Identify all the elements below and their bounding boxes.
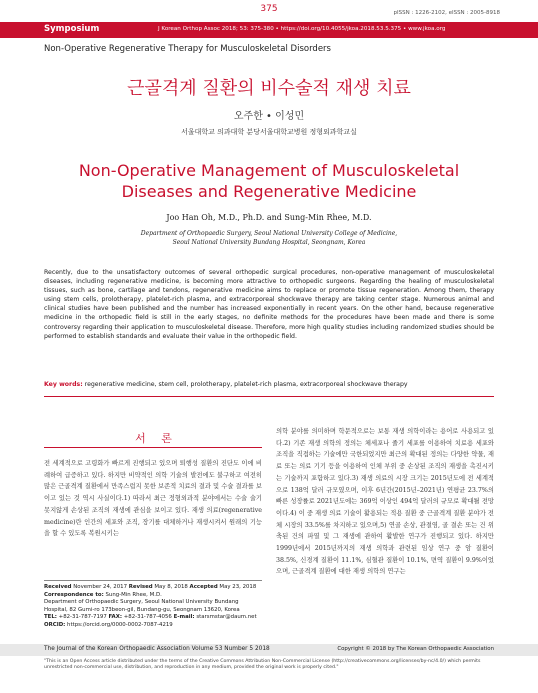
email-link[interactable]: starsmstar@daum.net — [196, 614, 257, 621]
receipt-divider — [44, 580, 262, 581]
korean-title: 근골격계 질환의 비수술적 재생 치료 — [127, 78, 411, 99]
footer-copyright: Copyright © 2018 by The Korean Orthopaedic Association — [337, 646, 494, 652]
keywords — [44, 381, 494, 388]
fax-label: FAX: — [108, 614, 123, 621]
license-text: "This is an Open Access article distributed under the terms of the Creative Commons Attribution Non-Commercial License (http://creativecommons.org/licenses/by-nc/4.0/) which permits unrestricted non-commercial use, distribution, and reproduction in any medium, provided the original work is properly cited." — [44, 659, 481, 671]
keywords-label: Key words: — [44, 381, 83, 388]
correspondence-name: Sung-Min Rhee, M.D. — [105, 591, 162, 598]
page-number: 375 — [260, 4, 278, 14]
revised-label: Revised — [128, 584, 153, 590]
correspondence-address: Department of Orthopaedic Surgery, Seoul National University Bundang Hospital, 82 Gumi-ro 173beon-gil, Bundang-gu, Seongnam 13620, Korea — [44, 599, 240, 613]
orcid-line — [44, 622, 262, 630]
orcid-link[interactable]: https://orcid.org/0000-0002-7087-4219 — [67, 621, 173, 628]
affiliation-line-1: Department of Orthopaedic Surgery, Seoul National University College of Medicine, — [140, 230, 398, 237]
tel-value: +82-31-787-7197 — [58, 614, 107, 621]
abstract: Recently, due to the unsatisfactory outcomes of several orthopedic surgical procedures, non-operative management of musculoskeletal diseases, including regenerative medicine, is becoming more attractive to orthopedic surgeons. Regarding the healing of musculoskeletal tissues, such as bone, cartilage and tendons, regenerative medicine aims to replace or promote tissue regeneration. Among them, therapy using stem cells, prolotherapy, platelet-rich plasma, and extracorporeal shockwave therapy are taking center stage. Numerous animal and clinical studies have been published and the number has increased exponentially in recent years. On the other hand, because regenerative medicine in the orthopedic field is still in the early stages, no definite methods for the procedures have been made and there is some controversy regarding their application to musculoskeletal disease. Therefore, more high quality studies including randomized studies should be performed to establish standards and evaluate their value in the orthopedic field. — [44, 269, 494, 340]
symposium-label: Symposium — [44, 24, 100, 34]
english-title-line-2: Diseases and Regenerative Medicine — [121, 182, 417, 201]
received-date: November 24, 2017 — [73, 584, 128, 590]
tel-label: TEL: — [44, 614, 57, 621]
divider — [44, 396, 494, 397]
accepted-label: Accepted — [189, 584, 218, 590]
received-label: Received — [44, 584, 72, 590]
footer-journal: The Journal of the Korean Orthopaedic Association Volume 53 Number 5 2018 — [44, 646, 270, 652]
english-affiliation — [0, 229, 538, 247]
email-label: E-mail: — [173, 614, 195, 621]
journal-citation[interactable]: J Korean Orthop Assoc 2018; 53: 375-380 • https://doi.org/10.4055/jkoa.2018.53.5.375 • www.jkoa.org — [158, 26, 446, 32]
revised-date: May 8, 2018 — [154, 584, 188, 590]
keywords-text: regenerative medicine, stem cell, prolotherapy, platelet-rich plasma, extracorporeal shockwave therapy — [84, 381, 408, 388]
issn-line: pISSN : 1226-2102, eISSN : 2005-8918 — [393, 10, 500, 16]
receipt-info — [44, 584, 262, 630]
section-heading-rule — [44, 447, 262, 448]
symposium-title: Non-Operative Regenerative Therapy for Musculoskeletal Disorders — [44, 44, 331, 54]
correspondence-line — [44, 592, 262, 600]
english-title-line-1: Non-Operative Management of Musculoskeletal — [78, 161, 460, 180]
korean-affiliation: 서울대학교 의과대학 분당서울대학교병원 정형외과학교실 — [181, 128, 357, 136]
section-heading: 서 론 — [135, 432, 178, 445]
dates-line — [44, 584, 262, 592]
korean-authors: 오주한 • 이성민 — [233, 111, 305, 122]
english-title — [0, 160, 538, 202]
english-authors: Joo Han Oh, M.D., Ph.D. and Sung-Min Rhee, M.D. — [166, 213, 372, 222]
correspondence-label: Correspondence to: — [44, 591, 104, 598]
affiliation-line-2: Seoul National University Bundang Hospital, Seongnam, Korea — [172, 239, 366, 246]
body-column-2: 의학 분야를 의미하며 학문적으로는 보통 재생 의학이라는 용어로 사용되고 있다.2) 기존 재생 의학의 정의는 체세포나 줄기 세포를 이용하여 치료용 세포와 조직을 직접하는 기술에만 국한되었지만 최근의 확대된 정의는 다양한 약물, 재료 또는 의료 기기 등을 이용하여 인체 부위 중 손상된 조직의 재생을 촉진시키는 기술까지 포함하고 있다.3) 재생 의료의 시장 크기는 2015년도에 전 세계적으로 138억 달러 규모였으며, 이후 6년간(2015년–2021년) 연평균 23.7%의 빠른 성장률로 2021년도에는 369억 이상인 494억 달러의 규모로 확대될 전망이다.4) 이 중 재생 의료 기술이 활용되는 적용 질환 중 근골격계 질환 분야가 전체 시장의 33.5%를 차지하고 있으며,5) 연골 손상, 관절염, 골 결손 또는 건 위축된 건의 파열 및 그 재생에 관하여 활발한 연구가 진행되고 있다. 하지만 1999년에서 2015년까지의 재생 의학과 관련된 임상 연구 중 암 질환이 38.5%, 신경계 질환이 11.1%, 심혈관 질환이 10.1%, 면역 질환이 9.9%이었으며, 근골격계 질환에 대한 재생 의학의 연구는 — [276, 428, 494, 576]
accepted-date: May 23, 2018 — [219, 584, 257, 590]
contact-line — [44, 614, 262, 622]
fax-value: +82-31-787-4056 — [123, 614, 172, 621]
orcid-label: ORCID: — [44, 621, 66, 628]
body-column-1: 전 세계적으로 고령화가 빠르게 진행되고 있으며 퇴행성 질환의 진단도 이에 비례하여 급증하고 있다. 하지만 비약적인 의학 기술의 발전에도 불구하고 여전히 많은 근골격계 질환에서 만족스럽지 못한 보존적 치료의 결과 및 수술 결과를 보이고 있는 것 역시 사실이다.1) 따라서 최근 정형외과적 분야에서는 수술 술기 못지않게 손상된 조직의 재생에 관심을 보이고 있다. 재생 의료(regenerative medicine)란 인간의 세포와 조직, 장기를 대체하거나 재생시켜서 원래의 기능을 할 수 있도록 복원시키는 — [44, 460, 262, 538]
